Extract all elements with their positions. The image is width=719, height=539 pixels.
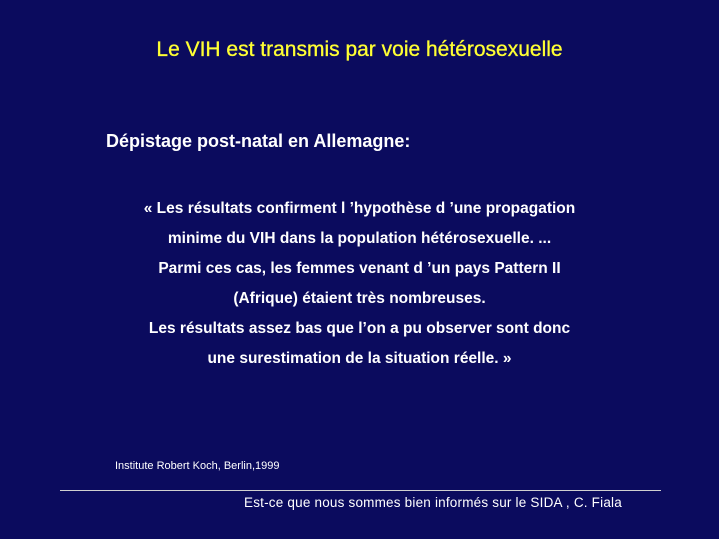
source-citation: Institute Robert Koch, Berlin,1999 (115, 460, 280, 472)
slide-title: Le VIH est transmis par voie hétérosexuelle (156, 38, 563, 61)
quote-line: une surestimation de la situation réelle. » (207, 350, 512, 367)
quote-line: « Les résultats confirment l ’hypothèse d ’une propagation (143, 200, 576, 217)
quote-line: (Afrique) étaient très nombreuses. (233, 290, 486, 307)
footer-text: Est-ce que nous sommes bien informés sur le SIDA , C. Fiala (244, 495, 622, 510)
quote-block (0, 196, 719, 376)
slide-subtitle: Dépistage post-natal en Allemagne: (106, 131, 411, 151)
quote-line: minime du VIH dans la population hétérosexuelle. ... (167, 230, 552, 247)
footer-divider (60, 490, 661, 491)
quote-line: Les résultats assez bas que l’on a pu observer sont donc (148, 320, 571, 337)
quote-line: Parmi ces cas, les femmes venant d ’un pays Pattern II (158, 260, 561, 277)
